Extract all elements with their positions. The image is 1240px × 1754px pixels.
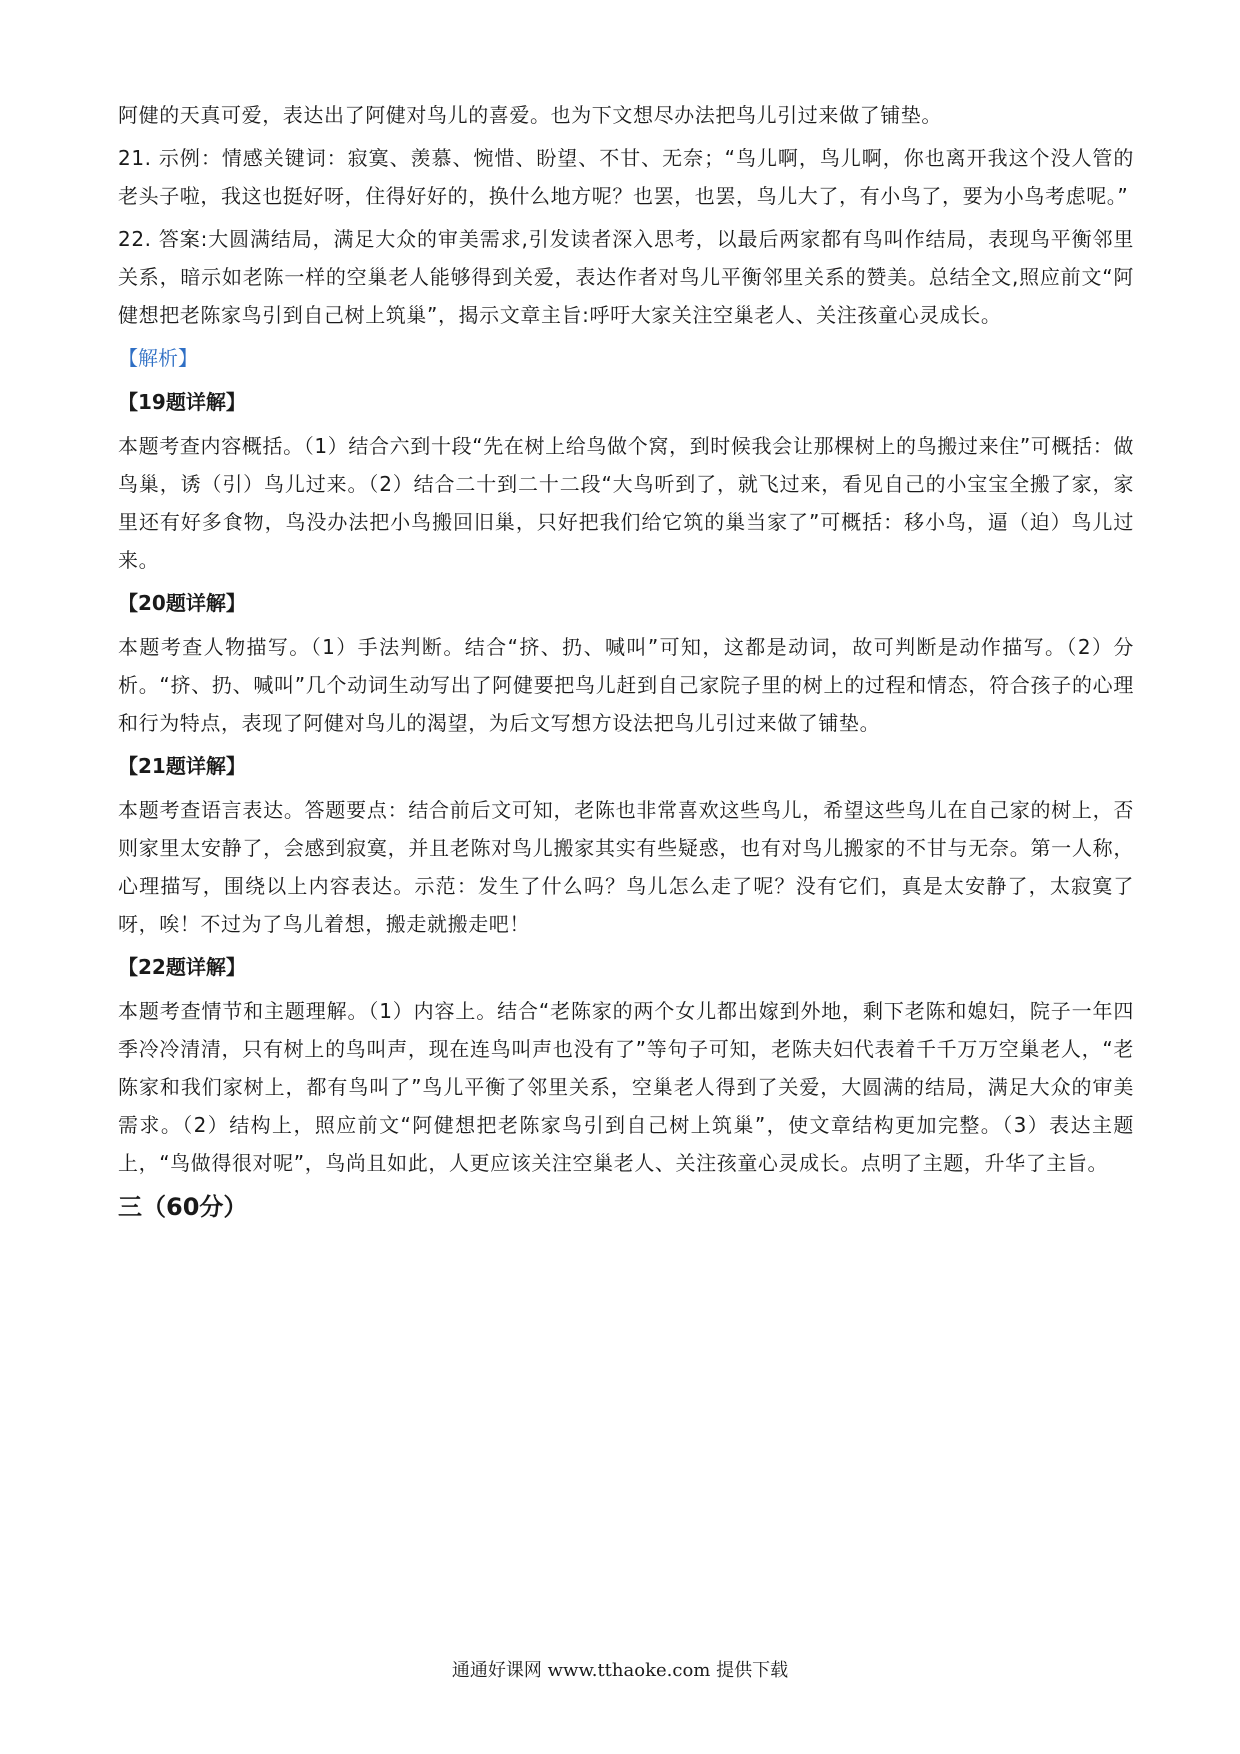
answer-22: 22. 答案:大圆满结局，满足大众的审美需求,引发读者深入思考，以最后两家都有鸟叫作结局，表现鸟平衡邻里关系，暗示如老陈一样的空巢老人能够得到关爱，表达作者对鸟儿平衡邻里关系的赞美。总结全文,照应前文“阿健想把老陈家鸟引到自己树上筑巢”，揭示文章主旨:呼吁大家关注空巢老人、关注孩童心灵成长。 [118,227,1134,327]
detail-heading-22: 【22题详解】 [118,955,246,979]
detail-text-21: 本题考查语言表达。答题要点：结合前后文可知，老陈也非常喜欢这些鸟儿，希望这些鸟儿在自己家的树上，否则家里太安静了，会感到寂寞，并且老陈对鸟儿搬家其实有些疑惑，也有对鸟儿搬家的不甘与无奈。第一人称，心理描写，围绕以上内容表达。示范：发生了什么吗？鸟儿怎么走了呢？没有它们，真是太安静了，太寂寞了呀，唉！不过为了鸟儿着想，搬走就搬走吧！ [118,798,1134,936]
answer-21: 21. 示例：情感关键词：寂寞、羡慕、惋惜、盼望、不甘、无奈；“鸟儿啊，鸟儿啊，你也离开我这个没人管的老头子啦，我这也挺好呀，住得好好的，换什么地方呢？也罢，也罢，鸟儿大了，有小鸟了，要为小鸟考虑呢。” [118,146,1134,208]
analysis-label: 【解析】 [118,346,198,370]
detail-text-20: 本题考查人物描写。（1）手法判断。结合“挤、扔、喊叫”可知，这都是动词，故可判断是动作描写。（2）分析。“挤、扔、喊叫”几个动词生动写出了阿健要把鸟儿赶到自己家院子里的树上的过程和情态，符合孩子的心理和行为特点，表现了阿健对鸟儿的渴望，为后文写想方设法把鸟儿引过来做了铺垫。 [118,635,1134,735]
detail-heading-21: 【21题详解】 [118,754,246,778]
section-heading: 三（60分） [118,1193,248,1221]
detail-21 [118,747,1134,943]
detail-heading-19: 【19题详解】 [118,390,246,414]
page-footer: 通通好课网 www.tthaoke.com 提供下载 [451,1660,789,1681]
answer-20-tail: 阿健的天真可爱，表达出了阿健对鸟儿的喜爱。也为下文想尽办法把鸟儿引过来做了铺垫。 [118,103,942,127]
detail-19 [118,383,1134,579]
detail-text-22: 本题考查情节和主题理解。（1）内容上。结合“老陈家的两个女儿都出嫁到外地，剩下老陈和媳妇，院子一年四季冷冷清清，只有树上的鸟叫声，现在连鸟叫声也没有了”等句子可知，老陈夫妇代表着千千万万空巢老人，“老陈家和我们家树上，都有鸟叫了”鸟儿平衡了邻里关系，空巢老人得到了关爱，大圆满的结局，满足大众的审美需求。（2）结构上，照应前文“阿健想把老陈家鸟引到自己树上筑巢”，使文章结构更加完整。（3）表达主题上，“鸟做得很对呢”，鸟尚且如此，人更应该关注空巢老人、关注孩童心灵成长。点明了主题，升华了主旨。 [118,999,1134,1175]
document-page [118,96,1134,1227]
detail-22 [118,948,1134,1182]
detail-text-19: 本题考查内容概括。（1）结合六到十段“先在树上给鸟做个窝，到时候我会让那棵树上的鸟搬过来住”可概括：做鸟巢，诱（引）鸟儿过来。（2）结合二十到二十二段“大鸟听到了，就飞过来，看见自己的小宝宝全搬了家，家里还有好多食物，鸟没办法把小鸟搬回旧巢，只好把我们给它筑的巢当家了”可概括：移小鸟，逼（迫）鸟儿过来。 [118,434,1134,572]
detail-heading-20: 【20题详解】 [118,591,246,615]
detail-20 [118,584,1134,742]
